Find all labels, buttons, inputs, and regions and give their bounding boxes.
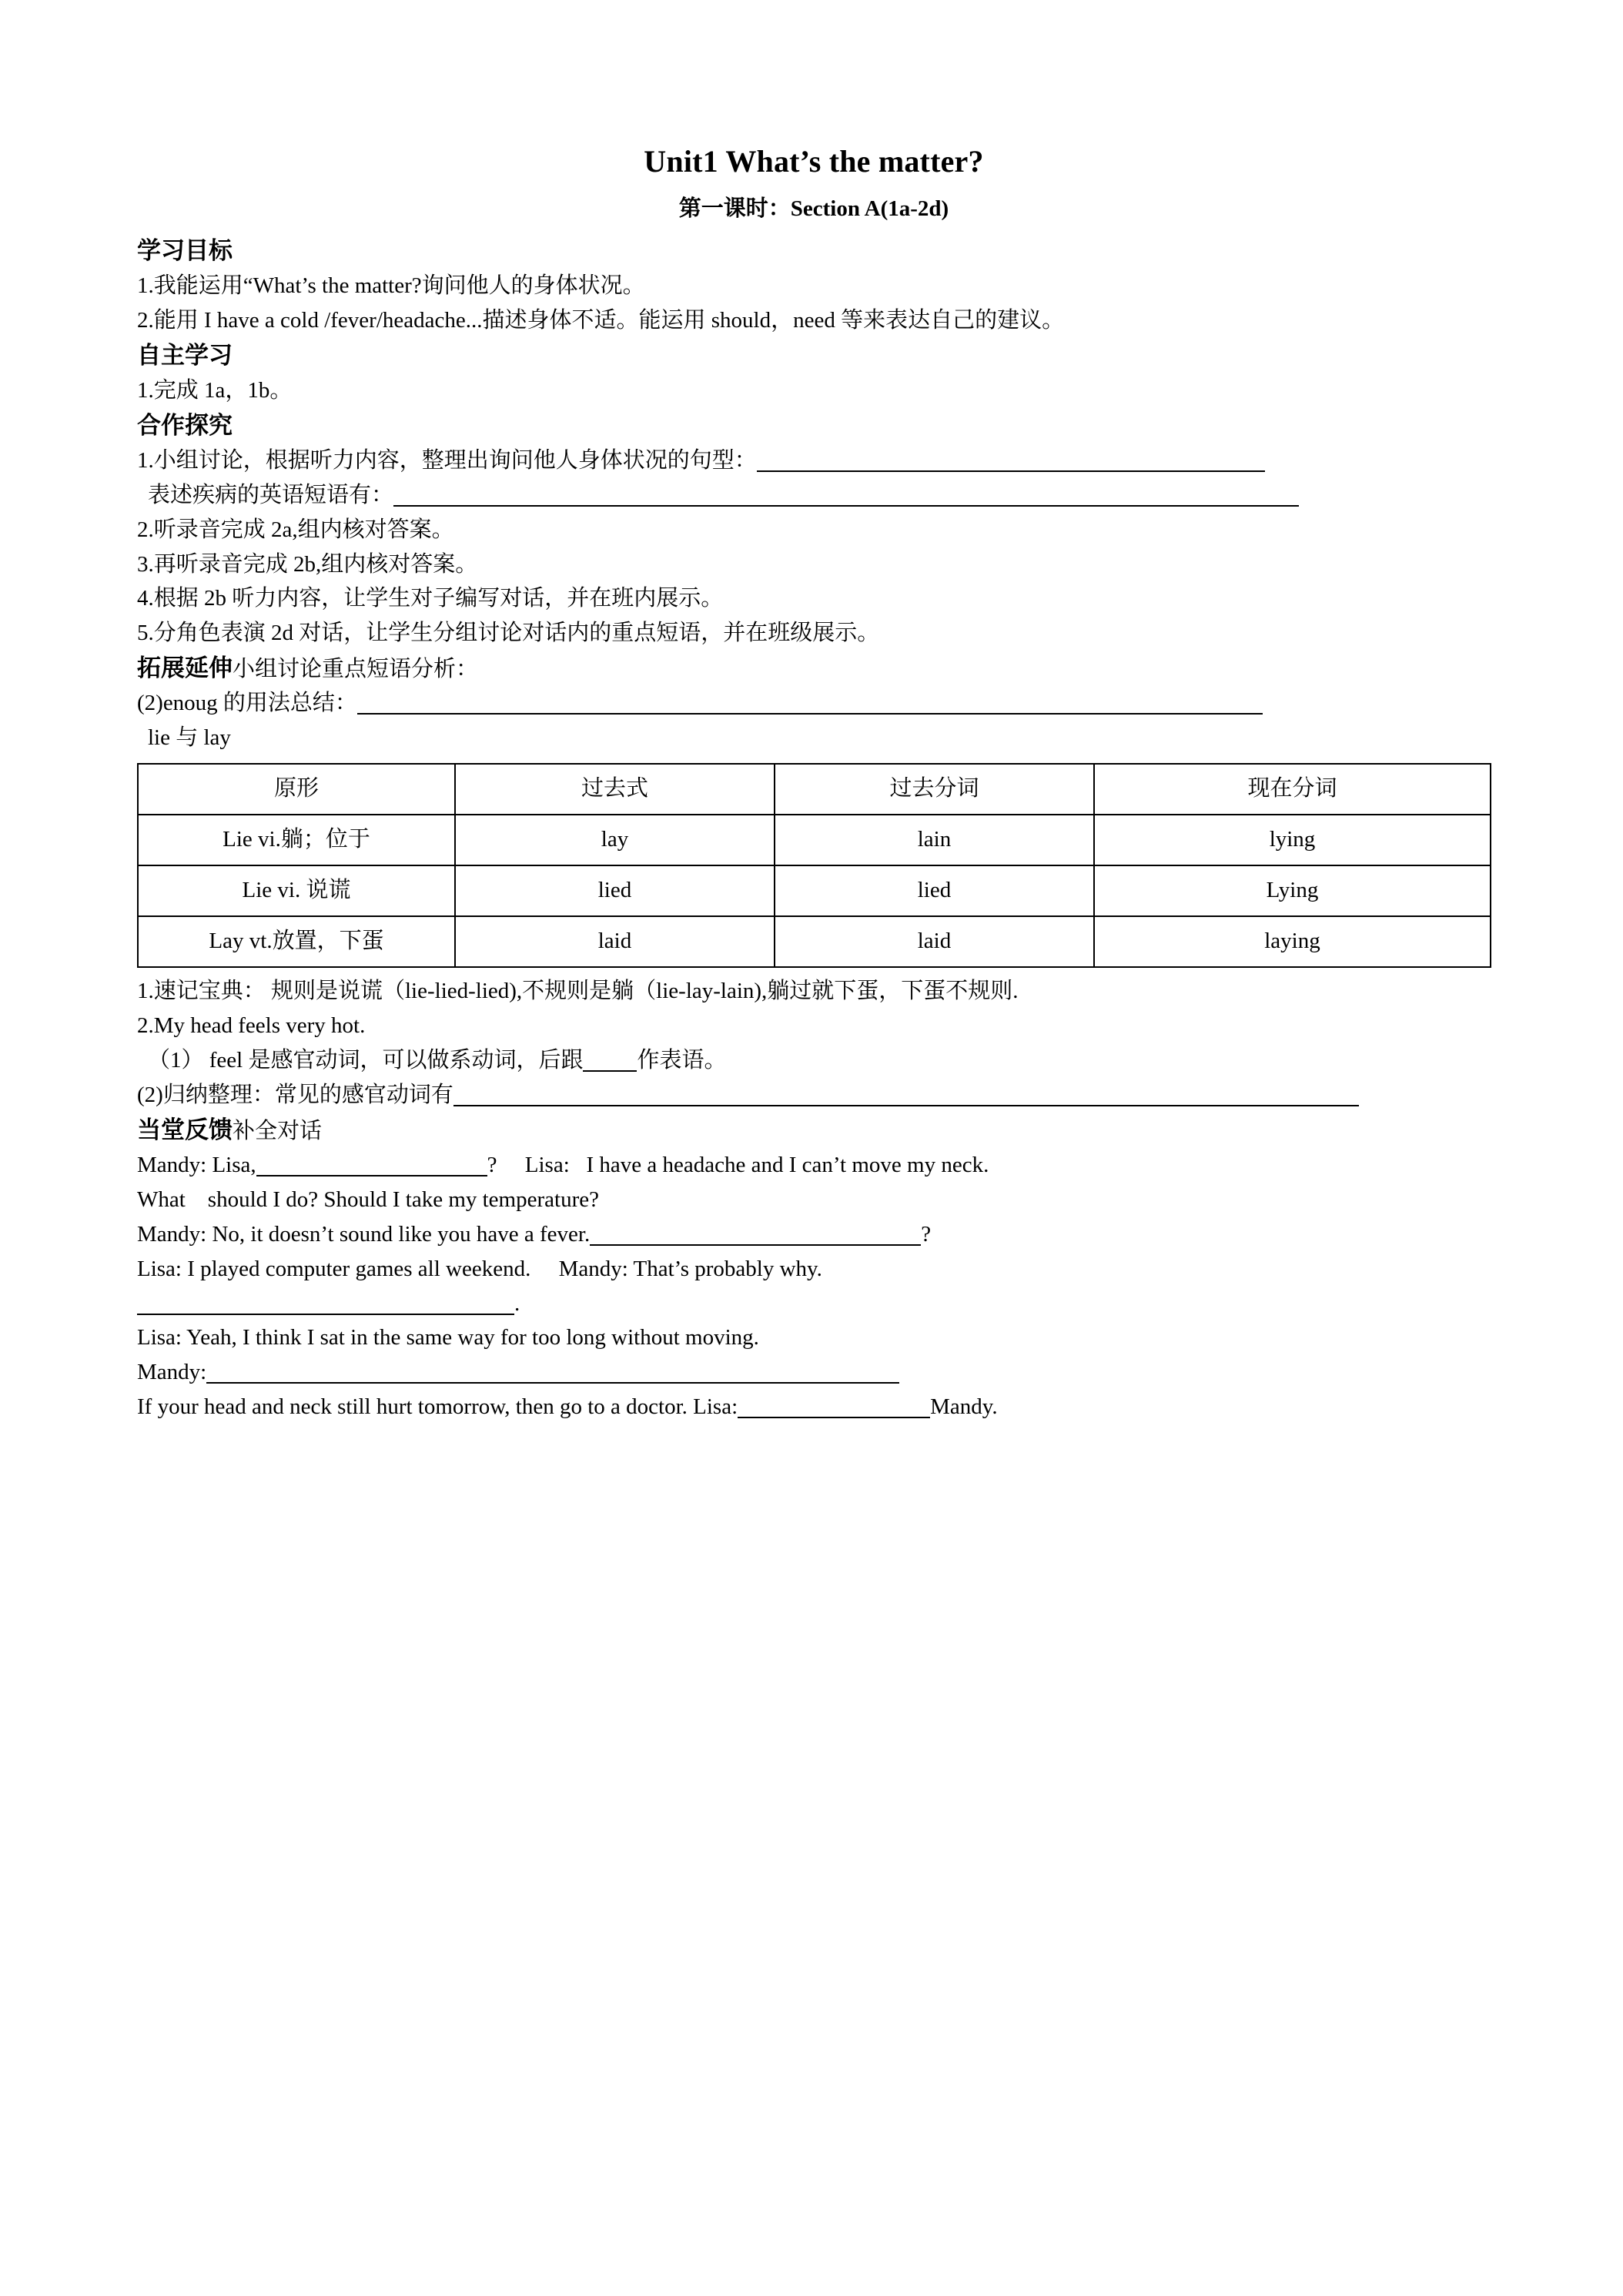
sense-verbs-text: (2)归纳整理：常见的感官动词有	[137, 1082, 453, 1107]
cooperation-item-5: 5.分角色表演 2d 对话，让学生分组讨论对话内的重点短语，并在班级展示。	[137, 621, 880, 646]
answer-blank-dialogue-3[interactable]	[137, 1298, 514, 1315]
page-subtitle: 第一课时：Section A(1a-2d)	[678, 196, 949, 221]
answer-blank-dialogue-2[interactable]	[590, 1229, 921, 1246]
answer-blank-illness-phrases[interactable]	[393, 490, 1299, 507]
table-cell: Lie vi. 说谎	[138, 865, 455, 916]
cooperation-item-1	[137, 443, 1491, 478]
table-row	[138, 815, 1491, 865]
cooperation-item-1-text: 1.小组讨论，根据听力内容，整理出询问他人身体状况的句型：	[137, 447, 757, 473]
cooperation-item-3: 3.再听录音完成 2b,组内核对答案。	[137, 551, 478, 577]
dialogue-line-5-rest: .	[514, 1290, 520, 1316]
dialogue-line-8-text: If your head and neck still hurt tomorrow, then go to a doctor. Lisa:	[137, 1394, 738, 1420]
answer-blank-enough-usage[interactable]	[357, 698, 1263, 715]
enough-usage-text: (2)enoug 的用法总结：	[137, 691, 357, 716]
table-cell: laying	[1094, 916, 1491, 967]
dialogue-line-2: What should I do? Should I take my temperature?	[137, 1186, 599, 1212]
page-title: Unit1 What’s the matter?	[644, 144, 984, 179]
example-sentence: 2.My head feels very hot.	[137, 1013, 366, 1039]
feel-note-suffix: 作表语。	[637, 1047, 727, 1073]
answer-blank-feel-complement[interactable]	[583, 1055, 637, 1072]
table-cell: lain	[775, 815, 1094, 865]
table-cell: laid	[775, 916, 1094, 967]
objective-item: 1.我能运用“What’s the matter?询问他人的身体状况。	[137, 273, 645, 299]
table-cell: Lay vt.放置，下蛋	[138, 916, 455, 967]
section-heading-extension-sub: 小组讨论重点短语分析：	[233, 657, 479, 682]
answer-blank-sense-verbs[interactable]	[453, 1089, 1359, 1106]
table-row	[138, 865, 1491, 916]
verb-forms-table	[137, 763, 1491, 968]
dialogue-line-1-speaker: Mandy: Lisa,	[137, 1152, 256, 1177]
answer-blank-dialogue-4[interactable]	[206, 1367, 899, 1384]
section-heading-feedback-sub: 补全对话	[233, 1118, 323, 1143]
table-header-cell: 原形	[138, 764, 455, 815]
objective-item: 2.能用 I have a cold /fever/headache...描述身体不适。能运用 should，need 等来表达自己的建议。	[137, 308, 1065, 333]
dialogue-line-7	[137, 1355, 1491, 1390]
table-row	[138, 916, 1491, 967]
feel-note-text: （1） feel 是感官动词，可以做系动词，后跟	[148, 1047, 584, 1073]
section-heading-objectives: 学习目标	[137, 237, 233, 265]
answer-blank-sentence-pattern[interactable]	[757, 455, 1265, 472]
table-cell: lay	[455, 815, 775, 865]
dialogue-line-1-rest: ? Lisa: I have a headache and I can’t move my neck.	[487, 1152, 989, 1177]
dialogue-line-3	[137, 1217, 1491, 1252]
table-cell: Lie vi.躺；位于	[138, 815, 455, 865]
cooperation-item-2: 2.听录音完成 2a,组内核对答案。	[137, 517, 454, 542]
section-heading-extension-main: 拓展延伸	[137, 654, 233, 682]
dialogue-line-8	[137, 1390, 1491, 1424]
table-header-row	[138, 764, 1491, 815]
cooperation-item-1b	[137, 478, 1491, 513]
dialogue-line-5	[137, 1287, 1491, 1321]
enough-usage-line	[137, 686, 1491, 721]
dialogue-line-3-text: Mandy: No, it doesn’t sound like you have a fever.	[137, 1221, 591, 1247]
cooperation-item-1b-text: 表述疾病的英语短语有：	[148, 482, 394, 507]
dialogue-line-1	[137, 1148, 1491, 1183]
table-header-cell: 过去分词	[775, 764, 1094, 815]
cooperation-item-4: 4.根据 2b 听力内容，让学生对子编写对话，并在班内展示。	[137, 586, 724, 611]
dialogue-line-3-rest: ?	[921, 1221, 932, 1247]
table-header-cell: 现在分词	[1094, 764, 1491, 815]
dialogue-line-8-rest: Mandy.	[930, 1394, 998, 1420]
table-cell: laid	[455, 916, 775, 967]
table-cell: lied	[455, 865, 775, 916]
dialogue-line-6: Lisa: Yeah, I think I sat in the same way for too long without moving.	[137, 1325, 759, 1350]
lie-lay-label: lie 与 lay	[148, 725, 231, 751]
answer-blank-dialogue-5[interactable]	[738, 1401, 930, 1418]
section-heading-feedback-main: 当堂反馈	[137, 1116, 233, 1143]
table-header-cell: 过去式	[455, 764, 775, 815]
dialogue-line-7-speaker: Mandy:	[137, 1360, 207, 1385]
mnemonic-tip: 1.速记宝典： 规则是说谎（lie-lied-lied),不规则是躺（lie-lay-lain),躺过就下蛋，下蛋不规则.	[137, 979, 1019, 1004]
section-heading-extension	[137, 651, 1491, 686]
sense-verbs-line	[137, 1078, 1491, 1113]
section-heading-cooperation: 合作探究	[137, 411, 233, 439]
table-cell: Lying	[1094, 865, 1491, 916]
self-study-item: 1.完成 1a，1b。	[137, 377, 293, 403]
answer-blank-dialogue-1[interactable]	[256, 1160, 487, 1176]
table-cell: lied	[775, 865, 1094, 916]
feel-note-line	[137, 1043, 1491, 1078]
section-heading-feedback	[137, 1113, 1491, 1148]
section-heading-self-study: 自主学习	[137, 342, 233, 369]
table-cell: lying	[1094, 815, 1491, 865]
dialogue-line-4: Lisa: I played computer games all weekend. Mandy: That’s probably why.	[137, 1256, 822, 1281]
